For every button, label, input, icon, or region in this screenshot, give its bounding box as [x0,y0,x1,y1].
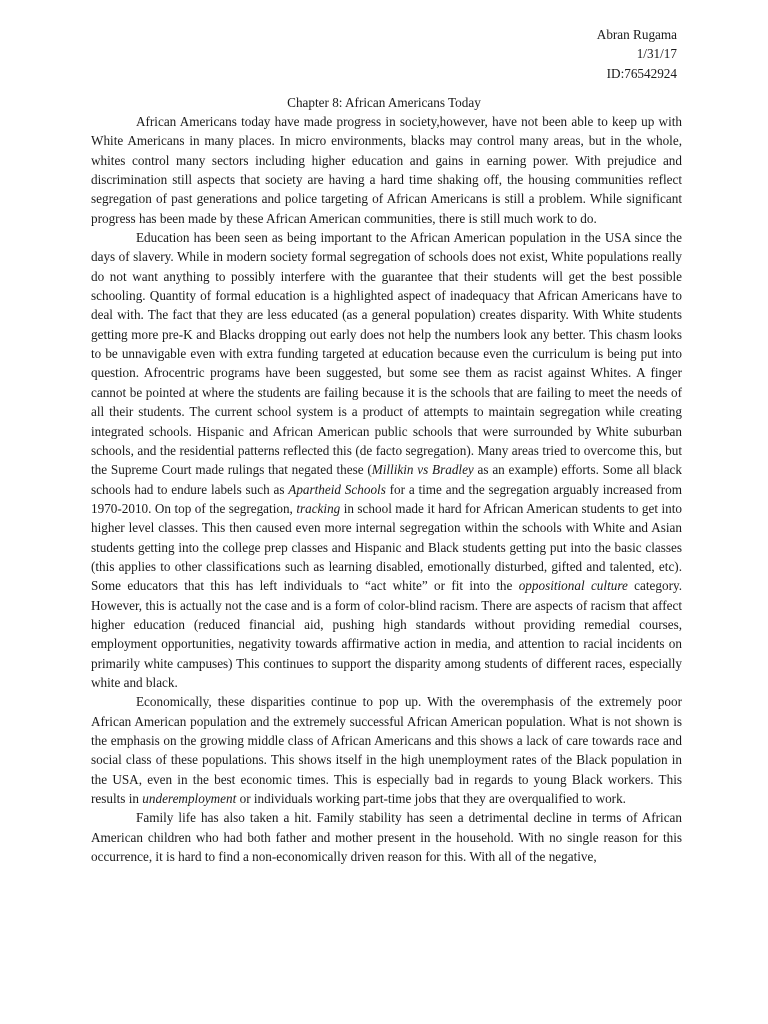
text-segment: category. However, this is actually not the case and is a form of color-blind racism. There are aspects of racism that affect higher education (reduced financial aid, pushing high standards without providing remedial courses, employment opportunities, negativity towards affirmative action in media, and attention to racial incidents on primarily white campuses) This continues to support the disparity among students of different races, especially white and black. [91,578,682,690]
italic-term: underemployment [142,791,237,807]
italic-term: tracking [296,500,341,516]
student-id: ID:76542924 [606,65,677,81]
paragraph-intro: African Americans today have made progress in society,however, have not been able to keep up with White Americans in many places. In micro environments, blacks may control many areas, but in the whole, whites control many sectors including higher education and gains in earning power. With prejudice and discrimination still aspects that society are having a hard time shaking off, the housing communities reflect segregation of past generations and police targeting of African Americans is still a problem. While significant progress has been made by these African American communities, there is still much work to do. [91,114,682,226]
header-block [597,25,677,83]
paragraph-family: Family life has also taken a hit. Family stability has seen a detrimental decline in terms of African American children who had both father and mother present in the household. With no single reason for this occurrence, it is hard to find a non-economically driven reason for this. With all of the negative, [91,810,682,865]
text-segment: or individuals working part-time jobs that they are overqualified to work. [236,791,626,807]
text-segment: as an example) efforts. Some all black schools had to endure labels such as [91,462,682,497]
italic-term: Millikin vs Bradley [371,462,474,478]
text-segment: Education has been seen as being important to the African American population in the USA since the days of slavery. While in modern society formal segregation of schools does not exist, White populations really do not want anything to possibly interfere with the guarantee that their students will get the best possible schooling. Quantity of formal education is a highlighted aspect of inadequacy that African Americans have to deal with. The fact that they are less educated (as a general population) creates disparity. With White students getting more pre-K and Blacks dropping out early does not help the numbers look any better. This chasm looks to be unnavigable even with extra funding targeted at education because even the curriculum is being put into question. Afrocentric programs have been suggested, but some see them as racist against Whites. A finger cannot be pointed at where the students are failing because it is the schools that are failing to meet the needs of all their students. The current school system is a product of attempts to maintain segregation while creating integrated schools. Hispanic and African American public schools that were surrounded by White suburban schools, and the residential patterns reflected this (de facto segregation). Many areas tried to overcome this, but the Supreme Court made rulings that negated these ( [91,230,682,478]
italic-term: Apartheid Schools [288,481,386,497]
paragraph-education [91,228,682,692]
text-segment: for a time and the segregation arguably increased from 1970-2010. On top of the segregation, [91,481,682,516]
body-text [91,112,682,866]
paragraph-economics [91,692,682,808]
text-segment: in school made it hard for African American students to get into higher level classes. This then caused even more internal segregation within the schools with White and Asian students getting into the college prep classes and Hispanic and Black students getting put into the basic classes (this applies to other classifications such as learning disabled, emotionally disturbed, gifted and talented, etc). Some educators that this has left individuals to “act white” or fit into the [91,500,682,594]
text-segment: Economically, these disparities continue to pop up. With the overemphasis of the extremely poor African American population and the extremely successful African American population. What is not shown is the emphasis on the growing middle class of African Americans and this shows a lack of care towards race and social class of these populations. This shows itself in the high unemployment rates of the Black population in the USA, even in the best economic times. This is especially bad in regards to young Black workers. This results in [91,694,682,807]
date-text: 1/31/17 [636,46,677,62]
author-name: Abran Rugama [596,27,677,42]
chapter-title: Chapter 8: African Americans Today [287,95,481,110]
italic-term: oppositional culture [518,578,628,594]
